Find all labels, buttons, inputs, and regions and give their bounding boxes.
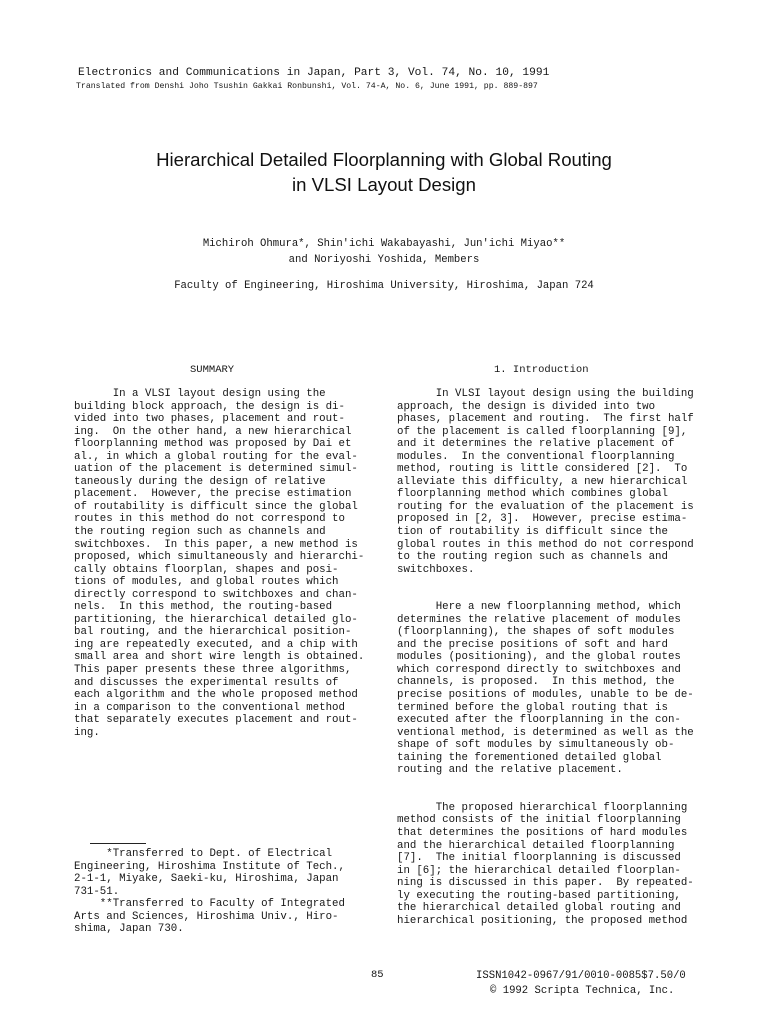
footnote-line: *Transferred to Dept. of Electrical	[74, 848, 333, 860]
intro-line: method, routing is little considered [2]. To	[397, 463, 688, 476]
paragraph-gap	[397, 789, 694, 802]
intro-line: routing for the evaluation of the placement is	[397, 500, 694, 513]
intro-line: modules. In the conventional floorplanning	[397, 450, 675, 463]
title-line-1: Hierarchical Detailed Floorplanning with Global Routing	[156, 149, 612, 170]
summary-line: in a comparison to the conventional method	[74, 701, 345, 714]
summary-line: ing. On the other hand, a new hierarchical	[74, 425, 352, 438]
footnote-divider	[90, 843, 146, 844]
intro-line: precise positions of modules, unable to be de-	[397, 689, 694, 702]
intro-line: hierarchical positioning, the proposed method	[397, 914, 688, 927]
footnote-line: 2-1-1, Miyake, Saeki-ku, Hiroshima, Japan	[74, 873, 339, 886]
intro-line: (floorplanning), the shapes of soft modules	[397, 626, 675, 639]
intro-line: shape of soft modules by simultaneously ob-	[397, 739, 675, 752]
intro-line: ning is discussed in this paper. By repeated-	[397, 877, 694, 890]
authors-line-1: Michiroh Ohmura*, Shin'ichi Wakabayashi, Jun'ichi Miyao**	[202, 238, 566, 250]
authors-line-2: and Noriyoshi Yoshida, Members	[288, 253, 480, 266]
summary-line: each algorithm and the whole proposed method	[74, 689, 358, 702]
summary-line: placement. However, the precise estimation	[74, 488, 352, 501]
intro-line: method consists of the initial floorplanning	[397, 814, 681, 827]
intro-line: ventional method, is determined as well as the	[397, 726, 694, 739]
intro-line: phases, placement and routing. The first half	[397, 413, 694, 426]
paragraph-gap	[397, 589, 694, 602]
issn-line: ISSN1042-0967/91/0010-0085$7.50/0	[476, 970, 686, 982]
summary-line: routes in this method do not correspond to	[74, 513, 345, 526]
intro-line: channels, is proposed. In this method, the	[397, 676, 675, 689]
summary-line: vided into two phases, placement and rout-	[74, 413, 345, 426]
summary-line: the routing region such as channels and	[74, 526, 326, 539]
intro-line: of the placement is called floorplanning [9],	[397, 425, 688, 438]
intro-line: ly executing the routing-based partitioning,	[397, 889, 681, 902]
intro-line: in [6]; the hierarchical detailed floorplan-	[397, 864, 681, 877]
summary-line: floorplanning method was proposed by Dai et	[74, 438, 352, 451]
summary-line: This paper presents these three algorithms,	[74, 664, 352, 677]
intro-line: termined before the global routing that is	[397, 701, 668, 714]
summary-line: and discusses the experimental results of	[74, 676, 339, 689]
intro-line: The proposed hierarchical floorplanning	[397, 801, 688, 814]
paragraph-gap	[397, 777, 694, 790]
summary-line: In a VLSI layout design using the	[74, 388, 326, 400]
title-line-2: in VLSI Layout Design	[292, 174, 476, 195]
summary-body	[74, 388, 364, 739]
summary-line: taneously during the design of relative	[74, 475, 326, 488]
translation-note: Translated from Denshi Joho Tsushin Gakkai Ronbunshi, Vol. 74-A, No. 6, June 1991, pp. 889-897	[76, 82, 538, 91]
intro-line: that determines the positions of hard modules	[397, 826, 688, 839]
intro-line: floorplanning method which combines global	[397, 488, 668, 501]
summary-line: uation of the placement is determined simul-	[74, 463, 358, 476]
footnote-line: **Transferred to Faculty of Integrated	[74, 898, 345, 911]
summary-line: directly correspond to switchboxes and chan-	[74, 588, 358, 601]
issn-block	[476, 969, 686, 998]
intro-line: approach, the design is divided into two	[397, 400, 656, 413]
summary-line: of routability is difficult since the global	[74, 500, 358, 513]
footnote-line: Arts and Sciences, Hiroshima Univ., Hiro-	[74, 910, 339, 923]
summary-line: al., in which a global routing for the eval-	[74, 450, 358, 463]
introduction-heading: 1. Introduction	[494, 364, 589, 376]
summary-line: building block approach, the design is di-	[74, 400, 345, 413]
summary-line: tions of modules, and global routes which	[74, 576, 339, 589]
summary-line: cally obtains floorplan, shapes and posi-	[74, 563, 339, 576]
summary-heading: SUMMARY	[190, 364, 235, 376]
summary-line: ing are repeatedly executed, and a chip with	[74, 638, 358, 651]
intro-line: Here a new floorplanning method, which	[397, 601, 681, 614]
page-number: 85	[371, 969, 384, 981]
intro-line: taining the forementioned detailed global	[397, 751, 662, 764]
intro-line: alleviate this difficulty, a new hierarchical	[397, 475, 688, 488]
summary-line: proposed, which simultaneously and hierarchi-	[74, 551, 365, 564]
intro-line: executed after the floorplanning in the con-	[397, 714, 681, 727]
journal-header: Electronics and Communications in Japan, Part 3, Vol. 74, No. 10, 1991	[78, 67, 550, 79]
summary-line: bal routing, and the hierarchical position-	[74, 626, 352, 639]
intro-line: and the hierarchical detailed floorplanning	[397, 839, 675, 852]
summary-line: switchboxes. In this paper, a new method is	[74, 538, 358, 551]
paragraph-gap	[397, 576, 694, 589]
summary-line: that separately executes placement and rout-	[74, 714, 358, 727]
summary-line: small area and short wire length is obtained.	[74, 651, 365, 664]
intro-line: In VLSI layout design using the building	[397, 388, 694, 400]
intro-line: the hierarchical detailed global routing and	[397, 902, 681, 915]
footnote-line: shima, Japan 730.	[74, 923, 184, 936]
footnotes	[74, 848, 345, 936]
intro-line: modules (positioning), and the global routes	[397, 651, 681, 664]
affiliation: Faculty of Engineering, Hiroshima University, Hiroshima, Japan 724	[174, 280, 594, 292]
intro-line: [7]. The initial floorplanning is discussed	[397, 852, 681, 865]
intro-line: global routes in this method do not correspond	[397, 538, 694, 551]
intro-line: which correspond directly to switchboxes and	[397, 663, 681, 676]
intro-line: routing and the relative placement.	[397, 764, 623, 777]
intro-line: proposed in [2, 3]. However, precise estima-	[397, 513, 688, 526]
summary-line: ing.	[74, 726, 100, 739]
intro-line: to the routing region such as channels and	[397, 551, 668, 564]
summary-line: partitioning, the hierarchical detailed glo-	[74, 613, 358, 626]
paper-title	[60, 147, 708, 197]
intro-line: switchboxes.	[397, 563, 475, 576]
intro-line: determines the relative placement of modules	[397, 613, 681, 626]
summary-line: nels. In this method, the routing-based	[74, 601, 333, 614]
footnote-line: Engineering, Hiroshima Institute of Tech.,	[74, 860, 345, 873]
intro-line: tion of routability is difficult since the	[397, 526, 668, 539]
footnote-line: 731-51.	[74, 885, 120, 898]
intro-line: and it determines the relative placement of	[397, 438, 675, 451]
author-list	[60, 237, 708, 268]
intro-line: and the precise positions of soft and hard	[397, 638, 668, 651]
introduction-body	[397, 388, 694, 927]
copyright-line: © 1992 Scripta Technica, Inc.	[490, 984, 675, 997]
